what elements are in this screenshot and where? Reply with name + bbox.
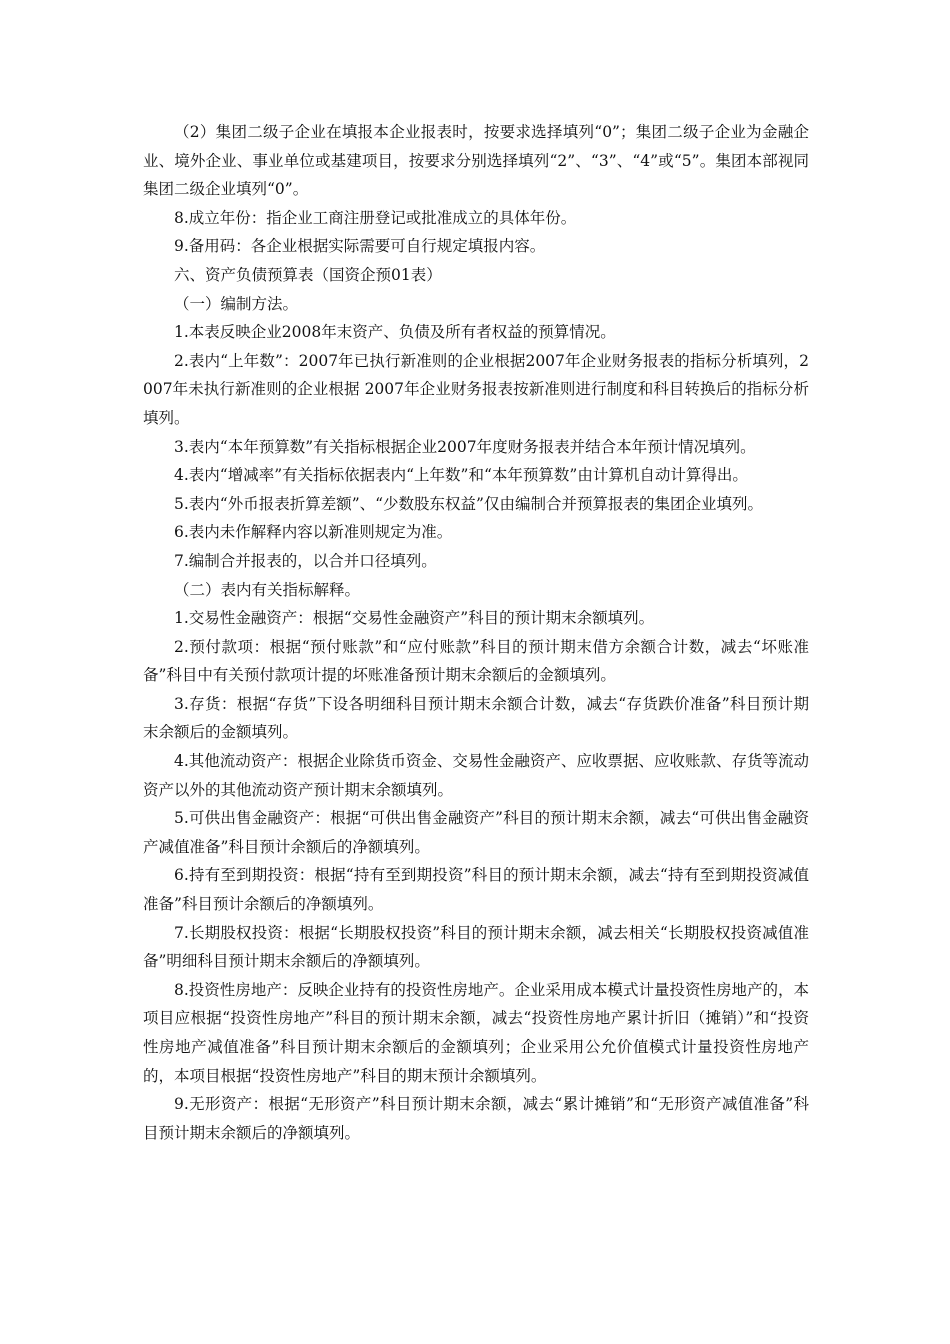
paragraph-indicator-7: 7.长期股权投资：根据“长期股权投资”科目的预计期末余额，减去相关“长期股权投资减值准备”明细科目预计期末余额后的净额填列。 bbox=[143, 923, 809, 971]
paragraph-method-4: 4.表内“增减率”有关指标依据表内“上年数”和“本年预算数”由计算机自动计算得出。 bbox=[174, 466, 748, 485]
paragraph-established-year: 8.成立年份：指企业工商注册登记或批准成立的具体年份。 bbox=[174, 208, 577, 227]
paragraph-indicator-2: 2.预付款项：根据“预付账款”和“应付账款”科目的预计期末借方余额合计数，减去“坏账准备”科目中有关预付款项计提的坏账准备预计期末余额后的金额填列。 bbox=[143, 637, 809, 685]
subsection-heading-compilation-method: （一）编制方法。 bbox=[174, 294, 299, 313]
paragraph-indicator-5: 5.可供出售金融资产：根据“可供出售金融资产”科目的预计期末余额，减去“可供出售金融资产减值准备”科目预计余额后的净额填列。 bbox=[143, 809, 809, 856]
paragraph-method-1: 1.本表反映企业2008年末资产、负债及所有者权益的预算情况。 bbox=[174, 323, 616, 342]
paragraph-indicator-8: 8.投资性房地产：反映企业持有的投资性房地产。企业采用成本模式计量投资性房地产的，本项目应根据“投资性房地产”科目的预计期末余额，减去“投资性房地产累计折旧（摊销）”和“投资性房地产减值准备”科目预计期末余额后的金额填列；企业采用公允价值模式计量投资性房地产的，本项目根据“投资性房地产”科目的期末预计余额填列。 bbox=[143, 980, 809, 1085]
paragraph-indicator-3: 3.存货：根据“存货”下设各明细科目预计期末余额合计数，减去“存货跌价准备”科目预计期末余额后的金额填列。 bbox=[143, 694, 809, 742]
paragraph-method-6: 6.表内未作解释内容以新准则规定为准。 bbox=[174, 523, 453, 542]
paragraph-method-5: 5.表内“外币报表折算差额”、“少数股东权益”仅由编制合并预算报表的集团企业填列。 bbox=[174, 494, 763, 513]
paragraph-indicator-9: 9.无形资产：根据“无形资产”科目预计期末余额，减去“累计摊销”和“无形资产减值准备”科目预计期末余额后的净额填列。 bbox=[143, 1095, 809, 1142]
document-body bbox=[143, 118, 809, 1147]
paragraph-backup-code: 9.备用码：各企业根据实际需要可自行规定填报内容。 bbox=[174, 237, 546, 256]
paragraph-method-3: 3.表内“本年预算数”有关指标根据企业2007年度财务报表并结合本年预计情况填列。 bbox=[174, 437, 756, 456]
paragraph-method-7: 7.编制合并报表的，以合并口径填列。 bbox=[174, 551, 437, 570]
paragraph-indicator-6: 6.持有至到期投资：根据“持有至到期投资”科目的预计期末余额，减去“持有至到期投资减值准备”科目预计余额后的净额填列。 bbox=[143, 866, 809, 914]
paragraph-indicator-4: 4.其他流动资产：根据企业除货币资金、交易性金融资产、应收票据、应收账款、存货等流动资产以外的其他流动资产预计期末余额填列。 bbox=[143, 752, 809, 799]
subsection-heading-indicator-explanation: （二）表内有关指标解释。 bbox=[174, 580, 361, 599]
paragraph-method-2: 2.表内“上年数”：2007年已执行新准则的企业根据2007年企业财务报表的指标分析填列，2007年未执行新准则的企业根据 2007年企业财务报表按新准则进行制度和科目转换后的指标分析填列。 bbox=[143, 351, 809, 427]
paragraph-group-subsidiary-fill-rule: （2）集团二级子企业在填报本企业报表时，按要求选择填列“0”；集团二级子企业为金融企业、境外企业、事业单位或基建项目，按要求分别选择填列“2”、“3”、“4”或“5”。集团本部视同集团二级企业填列“0”。 bbox=[143, 123, 809, 199]
paragraph-indicator-1: 1.交易性金融资产：根据“交易性金融资产”科目的预计期末余额填列。 bbox=[174, 609, 655, 628]
section-heading-balance-sheet-budget: 六、资产负债预算表（国资企预01表） bbox=[174, 265, 442, 284]
